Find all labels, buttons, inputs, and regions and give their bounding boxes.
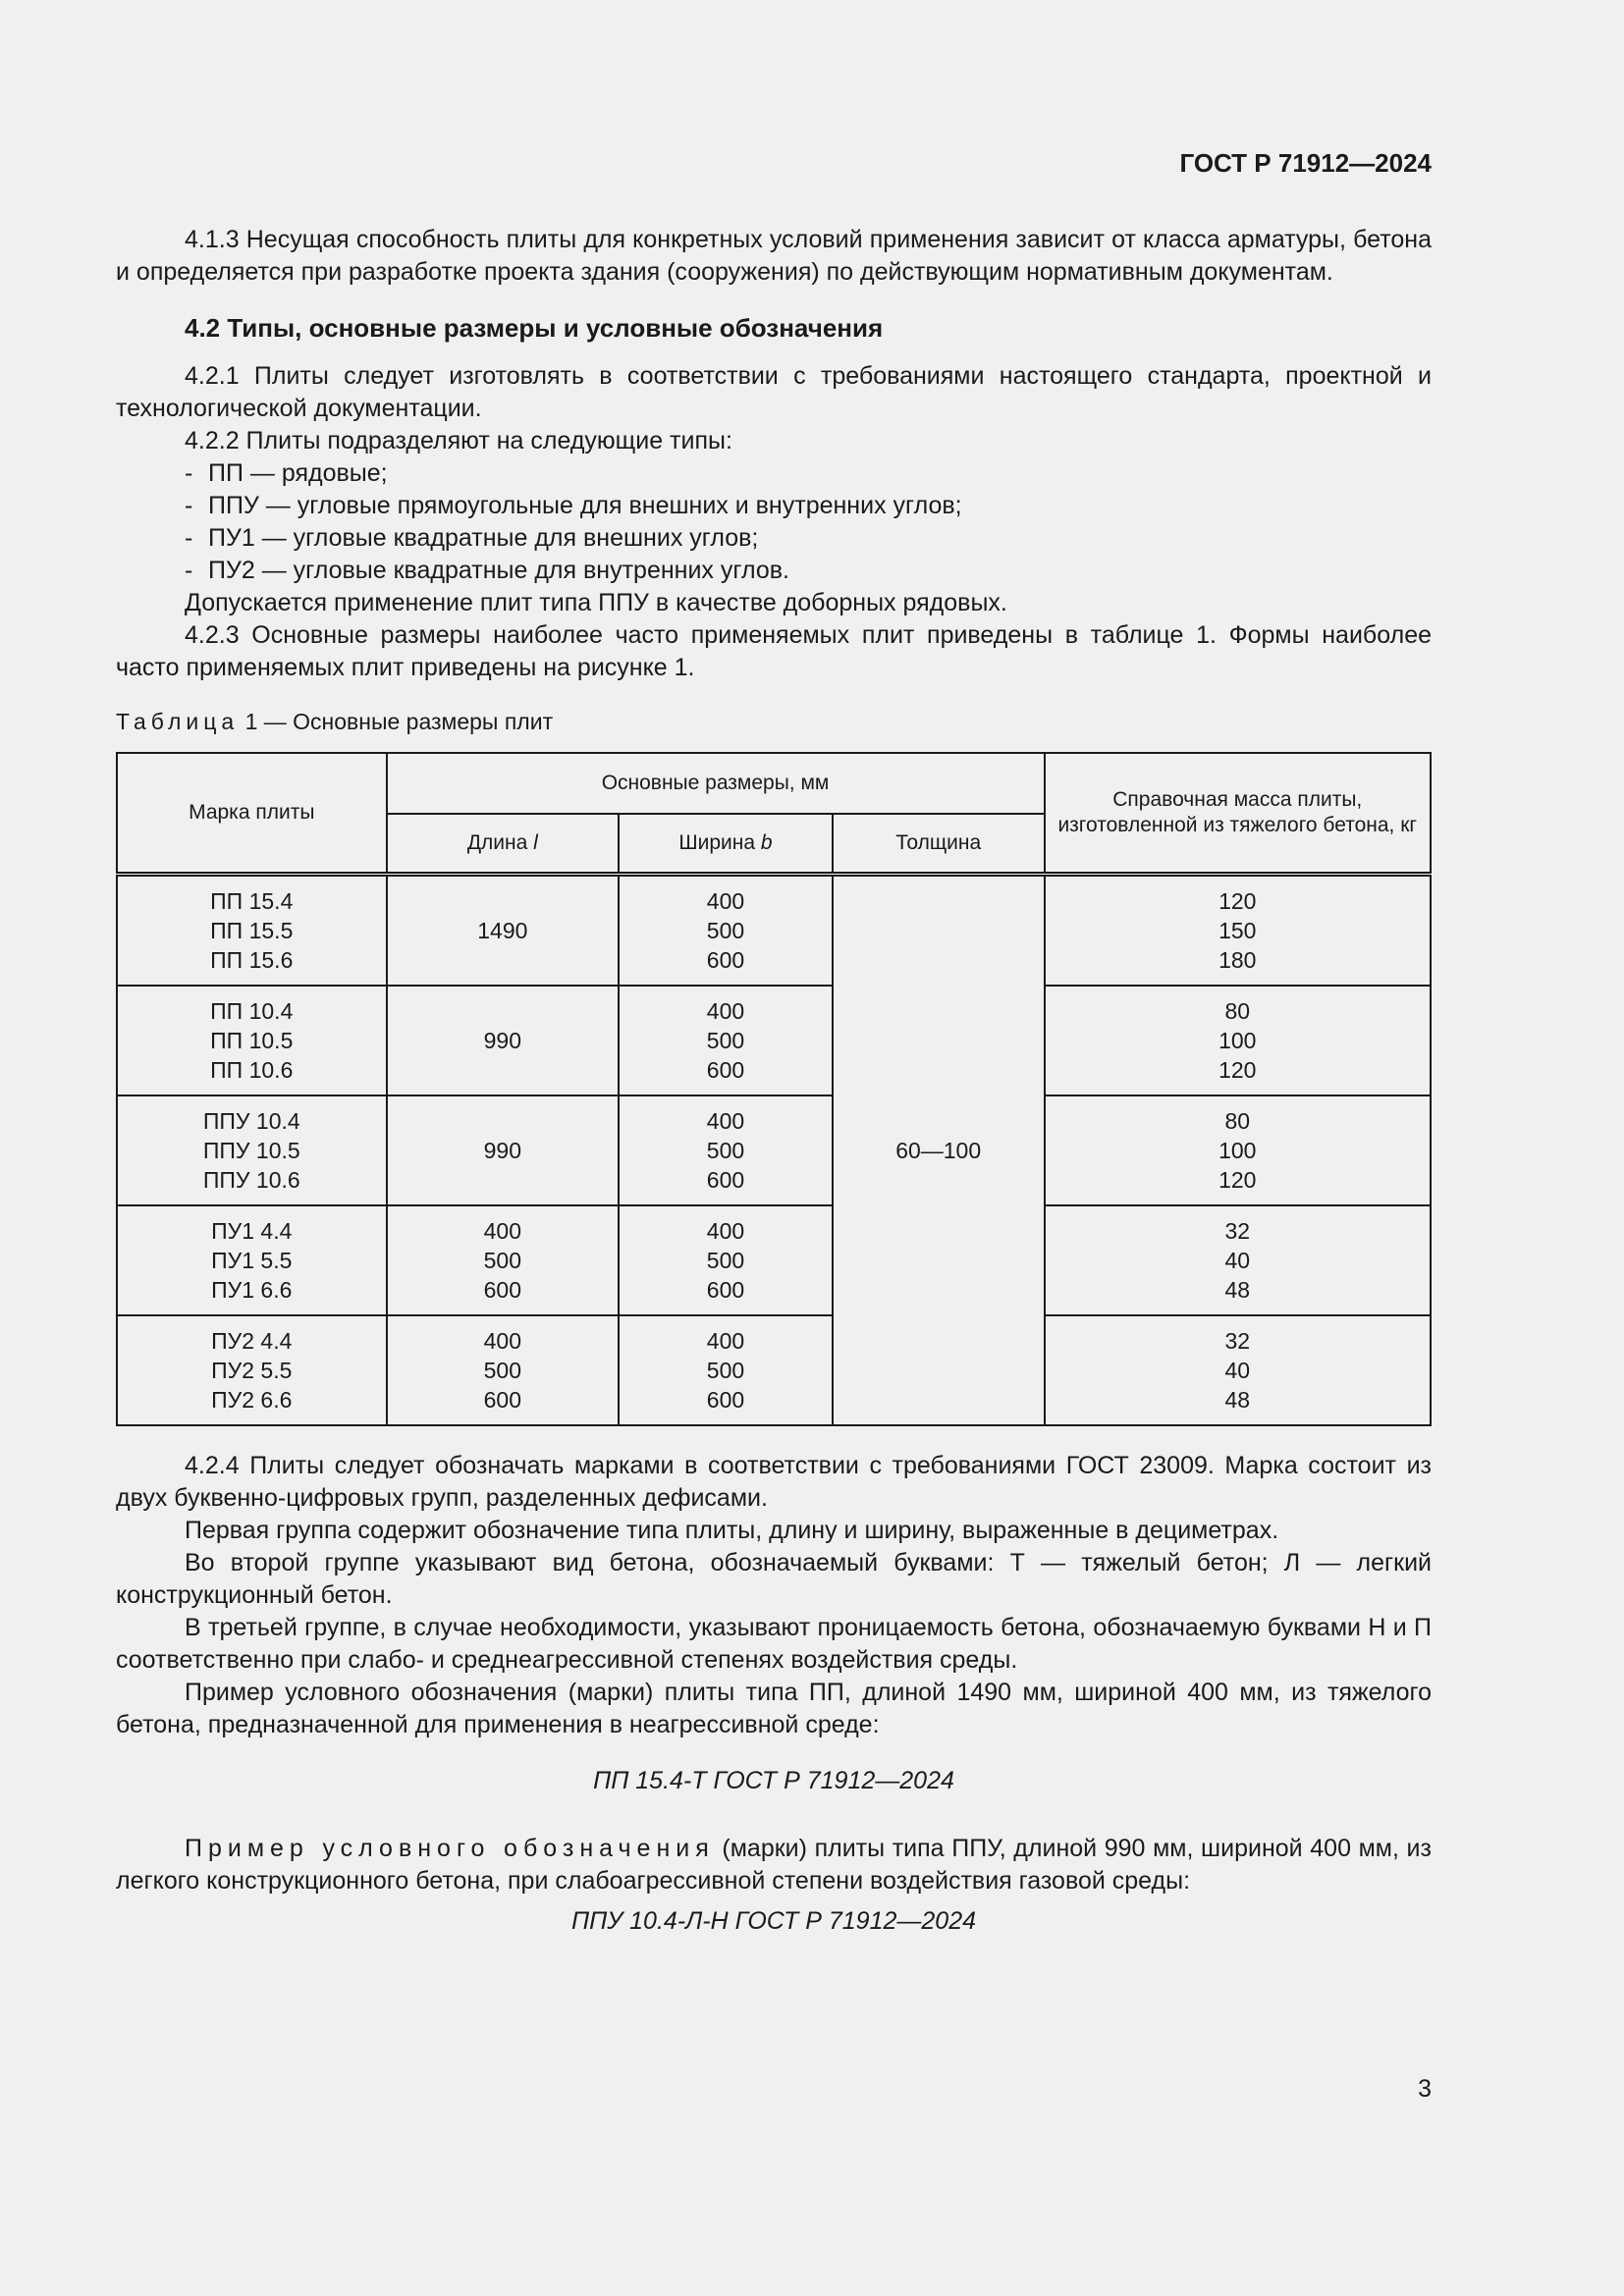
list-item-text: ППУ — угловые прямоугольные для внешних и внутренних углов; (208, 492, 962, 519)
list-item: - ППУ — угловые прямоугольные для внешних и внутренних углов; (185, 492, 962, 519)
paragraph-4-2-2: 4.2.2 Плиты подразделяют на следующие типы: (185, 427, 732, 454)
cell-mass: 80 100 120 (1045, 986, 1431, 1095)
cell-marks: ПП 15.4 ПП 15.5 ПП 15.6 (117, 875, 387, 987)
cell-marks: ПУ2 4.4 ПУ2 5.5 ПУ2 6.6 (117, 1315, 387, 1425)
header-length: Длина l (387, 814, 620, 875)
document-id-header: ГОСТ Р 71912—2024 (1179, 148, 1432, 178)
table-row (117, 986, 1431, 1095)
list-item: - ПП — рядовые; (185, 459, 388, 487)
designation-example-1: ПП 15.4-Т ГОСТ Р 71912—2024 (593, 1767, 954, 1794)
cell-length: 400 500 600 (387, 1205, 620, 1315)
table-caption-word: Таблица (116, 709, 240, 734)
header-main-sizes: Основные размеры, мм (387, 753, 1045, 814)
cell-mass: 32 40 48 (1045, 1205, 1431, 1315)
paragraph-4-1-3: 4.1.3 Несущая способность плиты для конкретных условий применения зависит от класса арматуры, бетона и определяется при разработке проекта здания (сооружения) по действующим нормативным документам. (116, 226, 1432, 286)
header-thickness: Толщина (833, 814, 1045, 875)
cell-thickness: 60—100 (833, 875, 1045, 1426)
table-row (117, 1205, 1431, 1315)
paragraph-4-2-1: 4.2.1 Плиты следует изготовлять в соответствии с требованиями настоящего стандарта, проектной и технологической документации. (116, 362, 1432, 422)
example-text: (марки) плиты типа ППУ, длиной 990 мм, шириной 400 мм, из легкого конструкционного бетона, при слабоагрессивной степени воздействия газовой среды: (116, 1835, 1432, 1895)
paragraph-4-2-3: 4.2.3 Основные размеры наиболее часто применяемых плит приведены в таблице 1. Формы наиболее часто применяемых плит приведены на рисунке 1. (116, 621, 1432, 681)
list-item: - ПУ2 — угловые квадратные для внутренних углов. (185, 557, 789, 584)
table-caption-title: 1 — Основные размеры плит (239, 709, 554, 734)
paragraph-example-2 (116, 1833, 1432, 1897)
table-row (117, 1095, 1431, 1205)
section-heading-4-2: 4.2 Типы, основные размеры и условные обозначения (185, 313, 884, 343)
cell-width: 400 500 600 (619, 875, 833, 987)
list-item-text: ПУ2 — угловые квадратные для внутренних углов. (208, 557, 789, 584)
types-list (116, 457, 1432, 587)
cell-mass: 80 100 120 (1045, 1095, 1431, 1205)
cell-mass: 32 40 48 (1045, 1315, 1431, 1425)
header-mass: Справочная масса плиты, изготовленной из тяжелого бетона, кг (1045, 753, 1431, 875)
cell-mass: 120 150 180 (1045, 875, 1431, 987)
cell-width: 400 500 600 (619, 1205, 833, 1315)
list-item: - ПУ1 — угловые квадратные для внешних углов; (185, 524, 759, 552)
cell-length: 400 500 600 (387, 1315, 620, 1425)
list-item-text: ПП — рядовые; (208, 459, 388, 487)
paragraph-allowed: Допускается применение плит типа ППУ в качестве доборных рядовых. (185, 589, 1007, 616)
table-caption (116, 706, 1432, 738)
paragraph-group-1: Первая группа содержит обозначение типа плиты, длину и ширину, выраженные в дециметрах. (185, 1517, 1279, 1544)
designation-example-2: ППУ 10.4-Л-Н ГОСТ Р 71912—2024 (570, 1907, 976, 1935)
cell-width: 400 500 600 (619, 986, 833, 1095)
cell-marks: ПУ1 4.4 ПУ1 5.5 ПУ1 6.6 (117, 1205, 387, 1315)
paragraph-group-3: В третьей группе, в случае необходимости, указывают проницаемость бетона, обозначаемую буквами Н и П соответственно при слабо- и среднеагрессивной степенях воздействия среды. (116, 1614, 1432, 1674)
cell-marks: ППУ 10.4 ППУ 10.5 ППУ 10.6 (117, 1095, 387, 1205)
header-mark: Марка плиты (117, 753, 387, 875)
page-number: 3 (1418, 2075, 1432, 2103)
paragraph-group-2: Во второй группе указывают вид бетона, обозначаемый буквами: Т — тяжелый бетон; Л — легкий конструкционный бетон. (116, 1549, 1432, 1609)
table-row (117, 1315, 1431, 1425)
cell-length: 1490 (387, 875, 620, 987)
paragraph-4-2-4: 4.2.4 Плиты следует обозначать марками в соответствии с требованиями ГОСТ 23009. Марка состоит из двух буквенно-цифровых групп, разделенных дефисами. (116, 1452, 1432, 1512)
table-body (117, 875, 1431, 1426)
dimensions-table (116, 752, 1432, 1426)
header-width: Ширина b (619, 814, 833, 875)
cell-width: 400 500 600 (619, 1095, 833, 1205)
cell-length: 990 (387, 1095, 620, 1205)
cell-width: 400 500 600 (619, 1315, 833, 1425)
paragraph-example-1: Пример условного обозначения (марки) плиты типа ПП, длиной 1490 мм, шириной 400 мм, из тяжелого бетона, предназначенной для применения в неагрессивной среде: (116, 1679, 1432, 1738)
table-row (117, 875, 1431, 987)
cell-length: 990 (387, 986, 620, 1095)
cell-marks: ПП 10.4 ПП 10.5 ПП 10.6 (117, 986, 387, 1095)
example-word: Пример условного обозначения (185, 1835, 715, 1862)
page-body (116, 0, 1432, 1938)
list-item-text: ПУ1 — угловые квадратные для внешних углов; (208, 524, 759, 552)
